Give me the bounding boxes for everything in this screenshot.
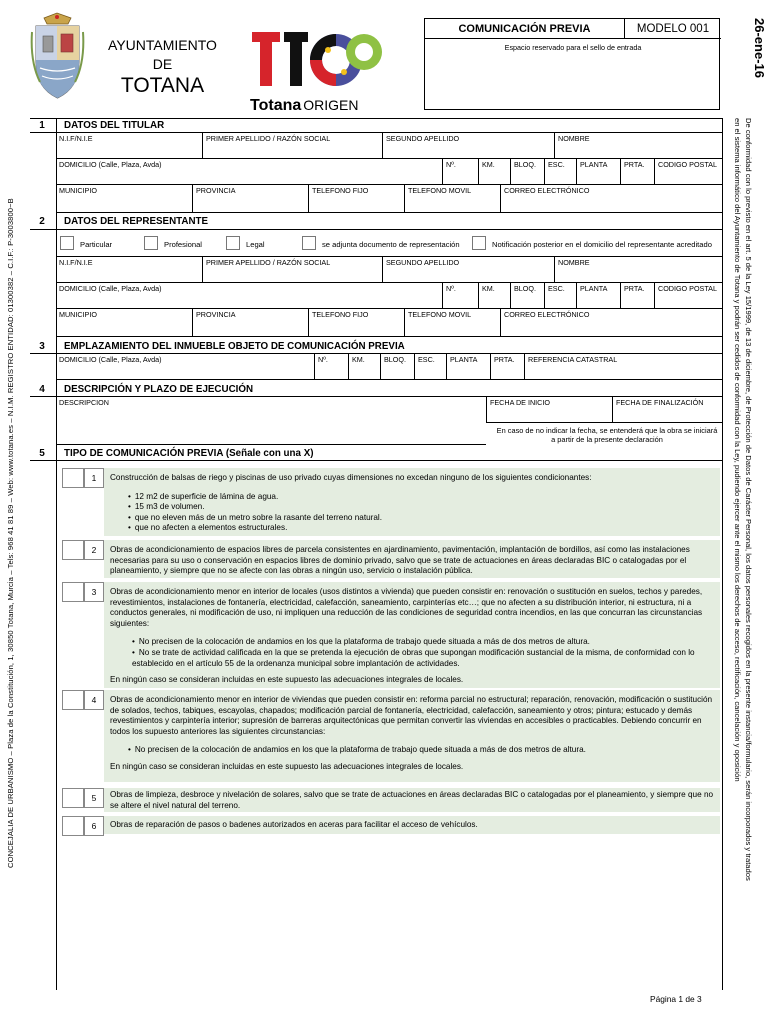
section-4-title: DESCRIPCIÓN Y PLAZO DE EJECUCIÓN [64, 384, 254, 395]
titular-numero-field[interactable]: Nº. [442, 159, 478, 185]
tipo-1-text: Construcción de balsas de riego y piscinas de uso privado cuyas dimensiones no excedan ninguno de los siguientes condicionantes: [110, 473, 592, 482]
section-2-number: 2 [39, 216, 45, 227]
emp-domicilio-field[interactable]: DOMICILIO (Calle, Plaza, Avda) [56, 354, 314, 380]
town-line-3: TOTANA [120, 74, 205, 97]
totana-origen-logo [250, 28, 390, 114]
titular-telefono-movil-field[interactable]: TELEFONO MOVIL [404, 185, 500, 213]
rep-numero-field[interactable]: Nº. [442, 283, 478, 309]
tipo-2-body [104, 540, 720, 578]
section-2-title: DATOS DEL REPRESENTANTE [64, 216, 209, 227]
section-2-rule [30, 229, 722, 230]
logo-mark [250, 28, 390, 90]
tipo-4-checkbox[interactable] [62, 690, 84, 710]
titular-segundo-apellido-field[interactable]: SEGUNDO APELLIDO [382, 133, 554, 159]
fecha-inicio-field[interactable]: FECHA DE INICIO [486, 397, 612, 423]
titular-provincia-field[interactable]: PROVINCIA [192, 185, 308, 213]
tipo-1-checkbox[interactable] [62, 468, 84, 488]
fecha-finalizacion-field[interactable]: FECHA DE FINALIZACIÓN [612, 397, 722, 423]
notificacion-checkbox[interactable] [472, 236, 486, 250]
particular-checkbox[interactable] [60, 236, 74, 250]
tipo-5-number: 5 [84, 788, 104, 808]
tipo-3-checkbox[interactable] [62, 582, 84, 602]
tipo-4-number: 4 [84, 690, 104, 710]
tipo-3-bullet: • No precisen de la colocación de andamios en los que la plataforma de trabajo quede situada a más de dos metros de altura. [132, 637, 714, 648]
tipo-4-body [104, 690, 720, 782]
tipo-3-body [104, 582, 720, 688]
rep-prta-field[interactable]: PRTA. [620, 283, 654, 309]
legal-label: Legal [246, 240, 265, 249]
documento-checkbox[interactable] [302, 236, 316, 250]
profesional-label: Profesional [164, 240, 202, 249]
tipo-5-body [104, 788, 720, 812]
emp-planta-field[interactable]: PLANTA [446, 354, 490, 380]
section-5-rule [30, 460, 722, 461]
rep-provincia-field[interactable]: PROVINCIA [192, 309, 308, 337]
tipo-1-number: 1 [84, 468, 104, 488]
emp-esc-field[interactable]: ESC. [414, 354, 446, 380]
tipo-3-bullet: • No se trate de actividad calificada en la que se pretenda la ejecución de obras que supongan modificación sustancial de la misma, de conformidad con lo establecido en el artículo 55 de la ordenanza municipal sobre implantación de actividades. [132, 648, 714, 669]
tipo-4-footer: En ningún caso se consideran incluidas en este supuesto las adecuaciones integrales de locales. [110, 761, 464, 771]
tipo-3-footer: En ningún caso se consideran incluidas en este supuesto las adecuaciones integrales de locales. [110, 675, 464, 685]
emp-referencia-catastral-field[interactable]: REFERENCIA CATASTRAL [524, 354, 722, 380]
rep-nif-field[interactable]: N.I.F/N.I.E [56, 257, 202, 283]
tipo-6-body [104, 816, 720, 834]
titular-domicilio-field[interactable]: DOMICILIO (Calle, Plaza, Avda) [56, 159, 442, 185]
tipo-item-3 [62, 582, 720, 688]
titular-codigo-postal-field[interactable]: CODIGO POSTAL [654, 159, 722, 185]
frame-left-line [56, 118, 57, 990]
documento-label: se adjunta documento de representación [322, 240, 460, 249]
titular-prta-field[interactable]: PRTA. [620, 159, 654, 185]
form-model: MODELO 001 [625, 19, 721, 39]
descripcion-field[interactable]: DESCRIPCION [56, 397, 486, 445]
tipo-2-checkbox[interactable] [62, 540, 84, 560]
rep-planta-field[interactable]: PLANTA [576, 283, 620, 309]
frame-top-line [30, 118, 722, 119]
tipo-4-text: Obras de acondicionamiento menor en interior de viviendas que pueden consistir en: reforma parcial no estructural; reparación, renovación, modificación o sustitución de solados, techos, tabiques, escayolas, chapados; modificación parcial de fontanería, electricidad, calefacción, saneamiento y otros; pintura; estucado y demás revestimientos y carpintería interior; supresión de barreras arquitectónicas que permitan convertir las viviendas en accesibles o practicables. Debiendo concurrir en todos los supuesto anteriores las siguientes circunstancias: [110, 695, 713, 736]
tipo-4-bullet: • No precisen de la colocación de andamios en los que la plataforma de trabajo quede situada a más de dos metros de altura. [128, 745, 714, 756]
logo-text-light: ORIGEN [303, 97, 359, 113]
emp-km-field[interactable]: KM. [348, 354, 380, 380]
logo-text-bold: Totana [250, 97, 302, 114]
particular-label: Particular [80, 240, 113, 249]
town-line-2: DE [152, 56, 173, 72]
rep-municipio-field[interactable]: MUNICIPIO [56, 309, 192, 337]
seal-note: Espacio reservado para el sello de entrada [504, 43, 642, 52]
rep-km-field[interactable]: KM. [478, 283, 510, 309]
titular-primer-apellido-field[interactable]: PRIMER APELLIDO / RAZÓN SOCIAL [202, 133, 382, 159]
section-5-number: 5 [39, 448, 45, 459]
section-1-number: 1 [39, 120, 45, 131]
section-5-title: TIPO DE COMUNICACIÓN PREVIA (Señale con una X) [64, 448, 314, 459]
tipo-1-body [104, 468, 720, 536]
tipo-5-text: Obras de limpieza, desbroce y nivelación de solares, salvo que se trate de actuaciones en áreas declaradas BIC o catalogadas por el planeamiento, y siempre que no se altere el nivel natural del terreno. [110, 790, 714, 810]
form-title: COMUNICACIÓN PREVIA [425, 19, 625, 39]
emp-bloq-field[interactable]: BLOQ. [380, 354, 414, 380]
titular-telefono-fijo-field[interactable]: TELEFONO FIJO [308, 185, 404, 213]
rep-nombre-field[interactable]: NOMBRE [554, 257, 722, 283]
notificacion-label: Notificación posterior en el domicilio del representante acreditado [492, 240, 712, 249]
rep-domicilio-field[interactable]: DOMICILIO (Calle, Plaza, Avda) [56, 283, 442, 309]
titular-km-field[interactable]: KM. [478, 159, 510, 185]
tipo-3-number: 3 [84, 582, 104, 602]
data-protection-notice: De conformidad con lo previsto en el art. 5 de la Ley 15/1999, de 13 de diciembre, de Protección de Datos de Carácter Personal, los datos personales recogidos en la presente instancia/formulario, serán incorporados y tratados en el sistema informático del Ayuntamiento de Totana y podrán ser cedidos de conformidad con la Ley, pudiendo ejercer ante el mismo los derechos de acceso, rectificación, cancelación y oposición [733, 118, 753, 881]
tipo-6-text: Obras de reparación de pasos o badenes autorizados en aceras para facilitar el acceso de vehículos. [110, 820, 478, 829]
section-3-number: 3 [39, 341, 45, 352]
titular-nif-field[interactable]: N.I.F/N.I.E [56, 133, 202, 159]
tipo-item-4 [62, 690, 720, 782]
tipo-1-bullet: • 12 m2 de superficie de lámina de agua. [128, 492, 714, 503]
tipo-5-checkbox[interactable] [62, 788, 84, 808]
profesional-checkbox[interactable] [144, 236, 158, 250]
titular-planta-field[interactable]: PLANTA [576, 159, 620, 185]
section-4-number: 4 [39, 384, 45, 395]
rep-codigo-postal-field[interactable]: CODIGO POSTAL [654, 283, 722, 309]
tipo-2-text: Obras de acondicionamiento de espacios libres de parcela consistentes en ajardinamiento, pavimentación, implantación de bordillos, así como las instalaciones necesarias para su uso o conservación en espacios libres de dominio privado, salvo que se trate de actuaciones en áreas declaradas BIC o catalogadas por el planeamiento, y siempre que no se afecte con las obras a ningún uso, servicio o instalación pública. [110, 545, 690, 576]
tipo-item-6 [62, 816, 720, 834]
coat-of-arms [30, 12, 85, 100]
date-stamp: 26-ene-16 [752, 18, 767, 78]
tipo-2-number: 2 [84, 540, 104, 560]
rep-esc-field[interactable]: ESC. [544, 283, 576, 309]
department-contact: CONCEJALIA DE URBANISMO – Plaza de la Constitución, 1, 30850 Totana, Murcia – Tels: 968 41 81 89 – Web: www.totana.es – N.I.M. REGISTRO ENTIDAD: 01300382 – C.I.F.: P-3003800−B [6, 198, 15, 868]
rep-telefono-movil-field[interactable]: TELEFONO MOVIL [404, 309, 500, 337]
legal-checkbox[interactable] [226, 236, 240, 250]
rep-primer-apellido-field[interactable]: PRIMER APELLIDO / RAZÓN SOCIAL [202, 257, 382, 283]
tipo-6-checkbox[interactable] [62, 816, 84, 836]
tipo-1-bullet: • que no afecten a elementos estructurales. [128, 523, 714, 534]
tipo-1-bullet: • 15 m3 de volumen. [128, 502, 714, 513]
titular-bloq-field[interactable]: BLOQ. [510, 159, 544, 185]
tipo-item-1 [62, 468, 720, 536]
frame-right-line [722, 118, 723, 990]
rep-segundo-apellido-field[interactable]: SEGUNDO APELLIDO [382, 257, 554, 283]
town-line-1: AYUNTAMIENTO [108, 37, 217, 53]
tipo-item-2 [62, 540, 720, 578]
titular-nombre-field[interactable]: NOMBRE [554, 133, 722, 159]
titular-municipio-field[interactable]: MUNICIPIO [56, 185, 192, 213]
tipo-3-text: Obras de acondicionamiento menor en interior de locales (usos distintos a vivienda) que pueden consistir en: renovación o sustitución en suelos, techos y paredes, revestimientos, instalaciones de fontanería, electricidad, calefacción, saneamiento, carpinterías etc…; que no afecten a su distribución interior, ni estructura, ni a conductos generales, ni modificación de uso, ni impliquen una reducción de las condiciones de seguridad contra incendios, en las que concurran las circunstancias siguientes: [110, 587, 703, 628]
section-1-title: DATOS DEL TITULAR [64, 120, 165, 131]
fecha-nota: En caso de no indicar la fecha, se entenderá que la obra se iniciará a partir de la presente declaración [496, 426, 718, 444]
titular-esc-field[interactable]: ESC. [544, 159, 576, 185]
tipo-item-5 [62, 788, 720, 812]
titular-correo-field[interactable]: CORREO ELECTRÓNICO [500, 185, 722, 213]
rep-telefono-fijo-field[interactable]: TELEFONO FIJO [308, 309, 404, 337]
tipo-6-number: 6 [84, 816, 104, 836]
rep-correo-field[interactable]: CORREO ELECTRÓNICO [500, 309, 722, 337]
rep-bloq-field[interactable]: BLOQ. [510, 283, 544, 309]
section-3-title: EMPLAZAMIENTO DEL INMUEBLE OBJETO DE COMUNICACIÓN PREVIA [64, 341, 405, 352]
town-name [100, 36, 225, 95]
form-header-box [424, 18, 720, 110]
tipo-1-bullet: • que no eleven más de un metro sobre la rasante del terreno natural. [128, 513, 714, 524]
page-number: Página 1 de 3 [650, 994, 702, 1004]
emp-numero-field[interactable]: Nº. [314, 354, 348, 380]
emp-prta-field[interactable]: PRTA. [490, 354, 524, 380]
